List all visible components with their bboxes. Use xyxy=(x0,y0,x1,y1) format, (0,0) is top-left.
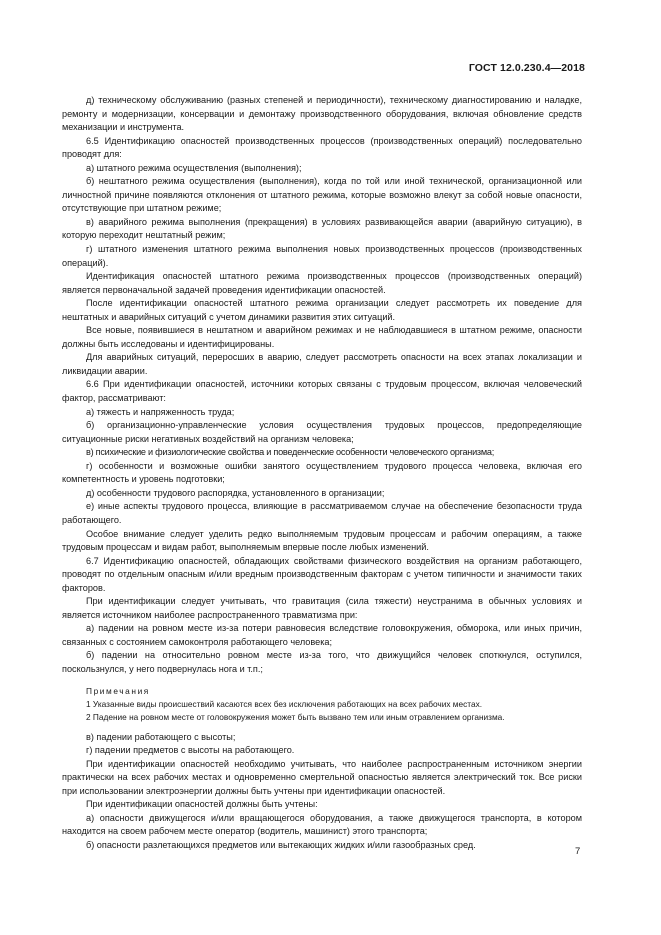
note-item: 2 Падение на ровном месте от головокружения может быть вызвано тем или иным отравлением организма. xyxy=(86,711,505,722)
paragraph: Идентификация опасностей штатного режима производственных процессов (производственных операций) является первоначальной задачей проведения идентификации опасностей. xyxy=(62,271,582,295)
list-item: г) особенности и возможные ошибки занятого осуществлением трудового процесса человека, включая его компетентность и уровень подготовки; xyxy=(62,460,582,485)
list-item: б) организационно-управленческие условия осуществления трудовых процессов, предопределяющие ситуационные риски негативных воздействий на организм человека; xyxy=(62,420,582,444)
paragraph: При идентификации опасностей должны быть учтены: xyxy=(86,799,318,810)
notes-title: Примечания xyxy=(86,685,150,696)
paragraph: При идентификации следует учитывать, что гравитация (сила тяжести) неустранима в обычных условиях и является источником наиболее распространенного травматизма при: xyxy=(62,596,582,620)
page-number: 7 xyxy=(575,846,581,857)
list-item: д) особенности трудового распорядка, установленного в организации; xyxy=(86,487,385,498)
paragraph: Особое внимание следует уделить редко выполняемым трудовым процессам и рабочим операциям, а также трудовым процессам и видам работ, выполняемым впервые после любых изменений. xyxy=(62,528,582,553)
paragraph: Для аварийных ситуаций, переросших в аварию, следует рассмотреть опасности на всех этапах локализации и ликвидации аварии. xyxy=(62,352,582,376)
list-item: б) опасности разлетающихся предметов или вытекающих жидких и/или газообразных сред. xyxy=(86,839,476,850)
list-item: е) иные аспекты трудового процесса, влияющие в рассматриваемом случае на обеспечение безопасности труда работающего. xyxy=(62,501,582,525)
list-item: а) падении на ровном месте из-за потери равновесия вследствие головокружения, обморока, или иных причин, связанных с состоянием самоконтроля работающего человека; xyxy=(62,623,582,647)
clause-6-6: 6.6 При идентификации опасностей, источники которых связаны с трудовым процессом, включая человеческий фактор, рассматривают: xyxy=(62,379,582,404)
paragraph: Все новые, появившиеся в нештатном и аварийном режимах и не наблюдавшиеся в штатном режиме, опасности должны быть исследованы и идентифицированы. xyxy=(62,325,582,349)
paragraph: После идентификации опасностей штатного режима организации следует рассмотреть их поведение для нештатных и аварийных ситуаций с учетом динамики развития этих ситуаций. xyxy=(62,298,582,322)
clause-6-5: 6.5 Идентификацию опасностей производственных процессов (производственных операций) последовательно проводят для: xyxy=(62,135,582,160)
paragraph: д) техническому обслуживанию (разных степеней и периодичности), техническому диагностированию и наладке, ремонту и модернизации, консервации и демонтажу производственного оборудования, включая обновление средств механизации и инструмента. xyxy=(62,95,582,133)
clause-6-7: 6.7 Идентификацию опасностей, обладающих свойствами физического воздействия на организм работающего, проводят по отдельным опасным и/или вредным производственным факторам с учетом типичности и значимости таких факторов. xyxy=(62,555,582,593)
note-item: 1 Указанные виды происшествий касаются всех без исключения работающих на всех рабочих местах. xyxy=(86,698,483,709)
list-item: а) тяжесть и напряженность труда; xyxy=(86,406,235,417)
list-item: а) опасности движущегося и/или вращающегося оборудования, а также движущегося транспорта, в котором находится на своем рабочем месте оператор (водитель, машинист) этого транспорта; xyxy=(62,812,582,837)
list-item: в) психические и физиологические свойства и поведенческие особенности человеческого организма; xyxy=(86,447,494,458)
standard-header: ГОСТ 12.0.230.4—2018 xyxy=(468,62,585,74)
list-item: а) штатного режима осуществления (выполнения); xyxy=(86,162,302,173)
list-item: б) нештатного режима осуществления (выполнения), когда по той или иной технической, организационной или личностной причине появляются отклонения от штатного режима, которые возможно влекут за собой новые опасности, отсутствующие при штатном режиме; xyxy=(62,176,582,214)
page-body xyxy=(62,94,582,852)
list-item: г) падении предметов с высоты на работающего. xyxy=(86,745,295,756)
list-item: г) штатного изменения штатного режима выполнения новых производственных процессов (производственных операций). xyxy=(62,244,582,268)
list-item: в) аварийного режима выполнения (прекращения) в условиях развивающейся аварии (аварийную ситуацию), в которую переходит нештатный режим; xyxy=(62,216,582,241)
notes-block xyxy=(62,685,582,724)
list-item: в) падении работающего с высоты; xyxy=(86,731,236,742)
list-item: б) падении на относительно ровном месте из-за того, что движущийся человек споткнулся, оступился, поскользнулся, у него подвернулась нога и т.п.; xyxy=(62,650,582,674)
paragraph: При идентификации опасностей необходимо учитывать, что наиболее распространенным источником энергии практически на всех рабочих местах и одновременно смертельной опасностью является электрический ток. Все риски при использовании электроэнергии должны быть учтены при идентификации опасностей. xyxy=(62,758,582,796)
